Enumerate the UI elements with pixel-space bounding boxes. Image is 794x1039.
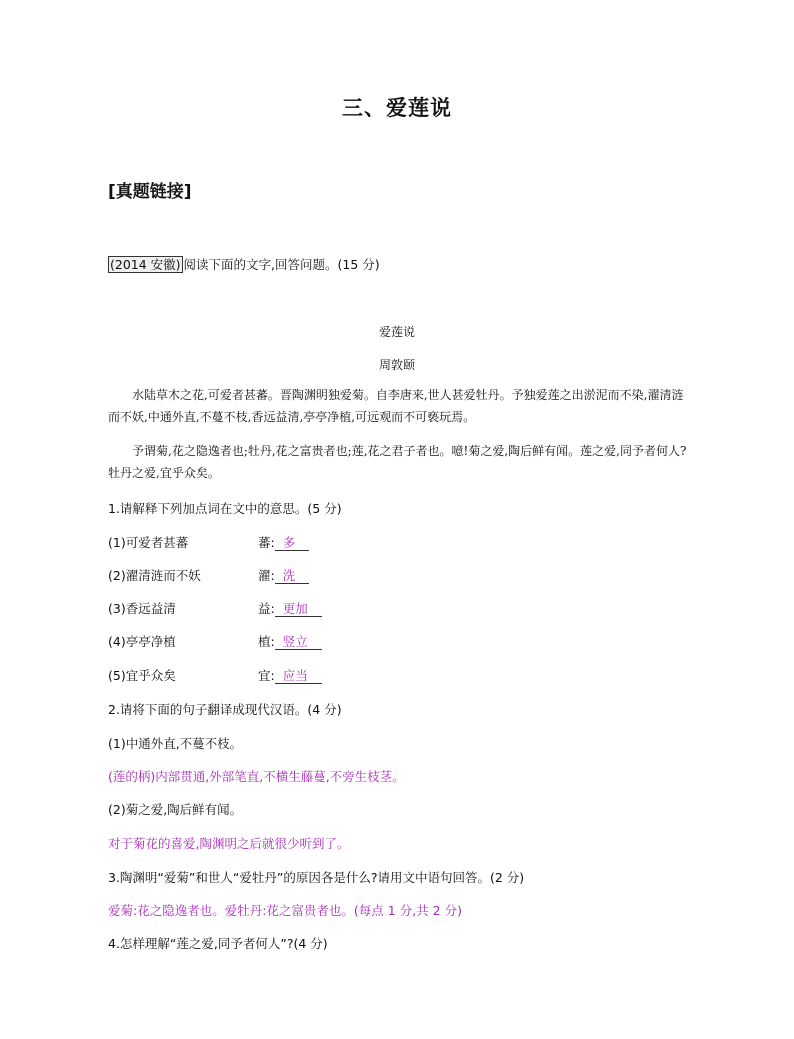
question-intro [108, 255, 380, 273]
q1-item-5-word: 宜: [258, 668, 275, 683]
page-title: 三、爱莲说 [342, 96, 452, 120]
q1-item-3-gloss [258, 599, 322, 617]
intro-text: 阅读下面的文字,回答问题。(15 分) [183, 257, 380, 272]
q1-item-5-phrase: (5)宜乎众矣 [108, 668, 176, 683]
q1-item-2-word: 濯: [258, 568, 275, 583]
q3-answer: 爱菊:花之隐逸者也。爱牡丹:花之富贵者也。(每点 1 分,共 2 分) [108, 903, 462, 918]
question-1-prompt: 1.请解释下列加点词在文中的意思。(5 分) [108, 501, 342, 516]
q2-sentence-1: (1)中通外直,不蔓不枝。 [108, 736, 243, 751]
source-tag: (2014 安徽) [110, 257, 181, 272]
q1-item-4-word: 植: [258, 634, 275, 649]
q1-item-3-phrase: (3)香远益清 [108, 601, 176, 616]
question-4-prompt: 4.怎样理解“莲之爱,同予者何人”?(4 分) [108, 936, 328, 951]
section-heading: [真题链接] [108, 182, 192, 202]
q1-item-1-phrase: (1)可爱者甚蕃 [108, 535, 189, 550]
question-3-prompt: 3.陶渊明“爱菊”和世人“爱牡丹”的原因各是什么?请用文中语句回答。(2 分) [108, 870, 525, 885]
q2-sentence-2: (2)菊之爱,陶后鲜有闻。 [108, 802, 243, 817]
q1-item-4-answer: 竖立 [275, 634, 322, 650]
q1-item-3-answer: 更加 [275, 601, 322, 617]
q1-item-2-answer: 洗 [275, 568, 310, 584]
passage-author: 周敦颐 [378, 358, 415, 372]
q1-item-4-gloss [258, 632, 322, 650]
q1-item-2-phrase: (2)濯清涟而不妖 [108, 568, 201, 583]
passage-paragraph-1: 水陆草木之花,可爱者甚蕃。晋陶渊明独爱菊。自李唐来,世人甚爱牡丹。予独爱莲之出淤泥而不染,濯清涟而不妖,中通外直,不蔓不枝,香远益清,亭亭净植,可远观而不可亵玩焉。 [108, 388, 684, 424]
q2-answer-2: 对于菊花的喜爱,陶渊明之后就很少听到了。 [108, 836, 350, 851]
q1-item-1-gloss [258, 533, 309, 551]
passage-paragraph-2: 予谓菊,花之隐逸者也;牡丹,花之富贵者也;莲,花之君子者也。噫!菊之爱,陶后鲜有闻。莲之爱,同予者何人?牡丹之爱,宜乎众矣。 [108, 444, 687, 480]
q1-item-4-phrase: (4)亭亭净植 [108, 634, 176, 649]
passage-title: 爱莲说 [378, 325, 415, 339]
q2-answer-1: (莲的柄)内部贯通,外部笔直,不横生藤蔓,不旁生枝茎。 [108, 769, 405, 784]
question-2-prompt: 2.请将下面的句子翻译成现代汉语。(4 分) [108, 702, 342, 717]
q1-item-2-gloss [258, 566, 309, 584]
q1-item-1-word: 蕃: [258, 535, 275, 550]
q1-item-3-word: 益: [258, 601, 275, 616]
q1-item-5-answer: 应当 [275, 668, 322, 684]
q1-item-5-gloss [258, 666, 322, 684]
q1-item-1-answer: 多 [275, 535, 310, 551]
